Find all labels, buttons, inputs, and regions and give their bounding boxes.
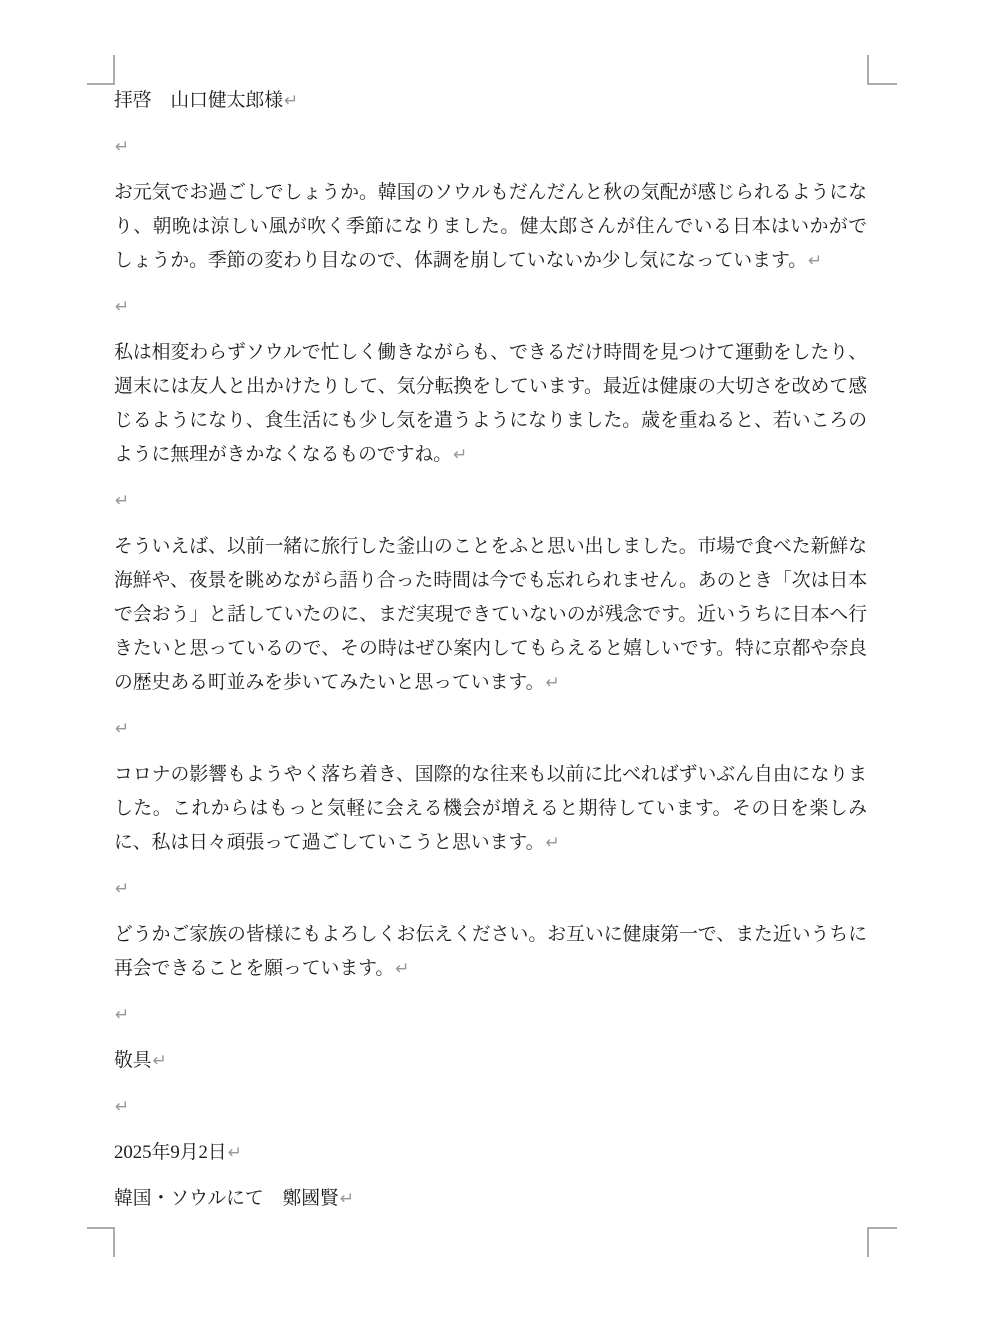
- empty-line[interactable]: [114, 290, 867, 324]
- paragraph-text: コロナの影響もようやく落ち着き、国際的な往来も以前に比べればずいぶん自由になりました。これからはもっと気軽に会える機会が増えると期待しています。その日を楽しみに、私は日々頑張って過ごしていこうと思います。: [114, 764, 867, 853]
- paragraph-text: 私は相変わらずソウルで忙しく働きながらも、できるだけ時間を見つけて運動をしたり、週末には友人と出かけたりして、気分転換をしています。最近は健康の大切さを改めて感じるようになり、食生活にも少し気を遣うようになりました。歳を重ねると、若いころのように無理がきかなくなるものですね。: [114, 342, 867, 465]
- greeting-text: 拝啓 山口健太郎様: [114, 90, 284, 111]
- closing-line[interactable]: [114, 1044, 867, 1078]
- return-mark-icon: ↵: [545, 833, 560, 853]
- paragraph-text: どうかご家族の皆様にもよろしくお伝えください。お互いに健康第一で、また近いうちに再会できることを願っています。: [114, 924, 867, 979]
- date-line[interactable]: [114, 1136, 867, 1170]
- page-corner-mark-bottom-right: [867, 1227, 897, 1257]
- date-text: 2025年9月2日: [114, 1142, 227, 1163]
- return-mark-icon: ↵: [115, 1097, 130, 1117]
- return-mark-icon: ↵: [115, 719, 130, 739]
- return-mark-icon: ↵: [115, 491, 130, 511]
- return-mark-icon: ↵: [115, 879, 130, 899]
- body-paragraph[interactable]: [114, 530, 867, 700]
- return-mark-icon: ↵: [115, 1005, 130, 1025]
- body-paragraph[interactable]: [114, 918, 867, 986]
- body-paragraph[interactable]: [114, 758, 867, 860]
- return-mark-icon: ↵: [395, 959, 410, 979]
- return-mark-icon: ↵: [115, 137, 130, 157]
- empty-line[interactable]: [114, 712, 867, 746]
- greeting-line[interactable]: [114, 84, 867, 118]
- page-corner-mark-top-left: [87, 55, 115, 85]
- empty-line[interactable]: [114, 484, 867, 518]
- empty-line[interactable]: [114, 998, 867, 1032]
- return-mark-icon: ↵: [339, 1189, 355, 1209]
- empty-line[interactable]: [114, 1090, 867, 1124]
- document-text-area[interactable]: [114, 84, 867, 1228]
- signature-line[interactable]: [114, 1182, 867, 1216]
- body-paragraph[interactable]: [114, 336, 867, 472]
- return-mark-icon: ↵: [808, 251, 823, 271]
- return-mark-icon: ↵: [453, 445, 468, 465]
- signature-text: 韓国・ソウルにて 鄭國賢: [114, 1188, 339, 1209]
- empty-line[interactable]: [114, 130, 867, 164]
- return-mark-icon: ↵: [227, 1143, 242, 1163]
- closing-text: 敬具: [114, 1050, 152, 1071]
- return-mark-icon: ↵: [152, 1051, 167, 1071]
- paragraph-text: お元気でお過ごしでしょうか。韓国のソウルもだんだんと秋の気配が感じられるようになり、朝晩は涼しい風が吹く季節になりました。健太郎さんが住んでいる日本はいかがでしょうか。季節の変わり目なので、体調を崩していないか少し気になっています。: [114, 182, 867, 271]
- page-corner-mark-bottom-left: [87, 1227, 115, 1257]
- return-mark-icon: ↵: [284, 91, 299, 111]
- return-mark-icon: ↵: [545, 673, 560, 693]
- empty-line[interactable]: [114, 872, 867, 906]
- paragraph-text: そういえば、以前一緒に旅行した釜山のことをふと思い出しました。市場で食べた新鮮な海鮮や、夜景を眺めながら語り合った時間は今でも忘れられません。あのとき「次は日本で会おう」と話していたのに、まだ実現できていないのが残念です。近いうちに日本へ行きたいと思っているので、その時はぜひ案内してもらえると嬉しいです。特に京都や奈良の歴史ある町並みを歩いてみたいと思っています。: [114, 536, 867, 693]
- return-mark-icon: ↵: [115, 297, 130, 317]
- body-paragraph[interactable]: [114, 176, 867, 278]
- page-corner-mark-top-right: [867, 55, 897, 85]
